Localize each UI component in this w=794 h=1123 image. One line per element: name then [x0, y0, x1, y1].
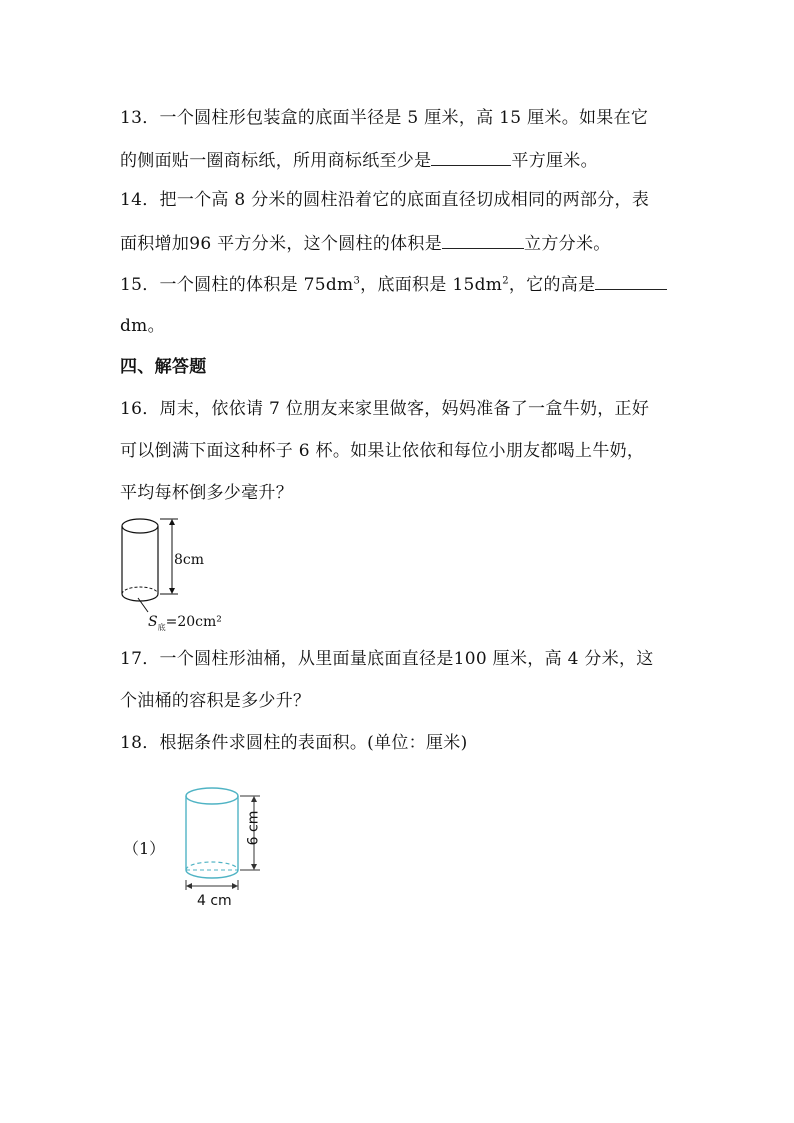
q14-text-b: 立方分米。 — [524, 234, 611, 254]
q16-height-label: 8cm — [174, 552, 205, 568]
q14-text-a: 面积增加96 平方分米，这个圆柱的体积是 — [120, 234, 443, 254]
q16-base-area-label — [148, 614, 222, 633]
q16-line3: 平均每杯倒多少毫升？ — [120, 483, 293, 503]
q18-width-label: 4 cm — [197, 893, 232, 909]
q14-line1: 14．把一个高 8 分米的圆柱沿着它的底面直径切成相同的两部分，表 — [120, 190, 650, 210]
section-title: 四、解答题 — [120, 357, 207, 377]
q15-line1 — [120, 273, 667, 296]
q17-line1: 17．一个圆柱形油桶，从里面量底面直径是100 厘米，高 4 分米，这 — [120, 649, 654, 669]
q18-item-label: （1） — [123, 839, 166, 858]
q13-answer-blank[interactable] — [431, 149, 511, 166]
q14-line2 — [120, 232, 611, 255]
q14-answer-blank[interactable] — [442, 232, 524, 249]
q13-text-b: 平方厘米。 — [511, 151, 598, 171]
q13-text-a: 的侧面贴一圈商标纸，所用商标纸至少是 — [120, 151, 432, 171]
q16-line2: 可以倒满下面这种杯子 6 杯。如果让依依和每位小朋友都喝上牛奶， — [120, 441, 645, 461]
q18-line1: 18．根据条件求圆柱的表面积。(单位：厘米) — [120, 733, 468, 753]
q18-height-label: 6 cm — [245, 810, 262, 846]
q17-line2: 个油桶的容积是多少升？ — [120, 691, 311, 711]
q15-answer-blank[interactable] — [595, 273, 667, 290]
q16-line1: 16．周末，依依请 7 位朋友来家里做客，妈妈准备了一盒牛奶，正好 — [120, 399, 650, 419]
q16-area-value: =20cm² — [165, 614, 222, 630]
q15-text-c: ，它的高是 — [508, 275, 596, 295]
q15-text-a: 15．一个圆柱的体积是 75dm — [120, 275, 354, 295]
q15-text-b: ，底面积是 15dm — [360, 275, 503, 295]
q16-cylinder-figure — [116, 512, 226, 627]
q13-line1: 13．一个圆柱形包装盒的底面半径是 5 厘米，高 15 厘米。如果在它 — [120, 108, 649, 128]
q15-sup-2: 2 — [502, 275, 509, 287]
q13-line2 — [120, 149, 598, 172]
q16-area-symbol: S — [148, 614, 158, 630]
q16-area-subscript: 底 — [157, 622, 166, 632]
q15-line2: dm。 — [120, 316, 165, 336]
q15-sup-3: 3 — [353, 275, 361, 287]
